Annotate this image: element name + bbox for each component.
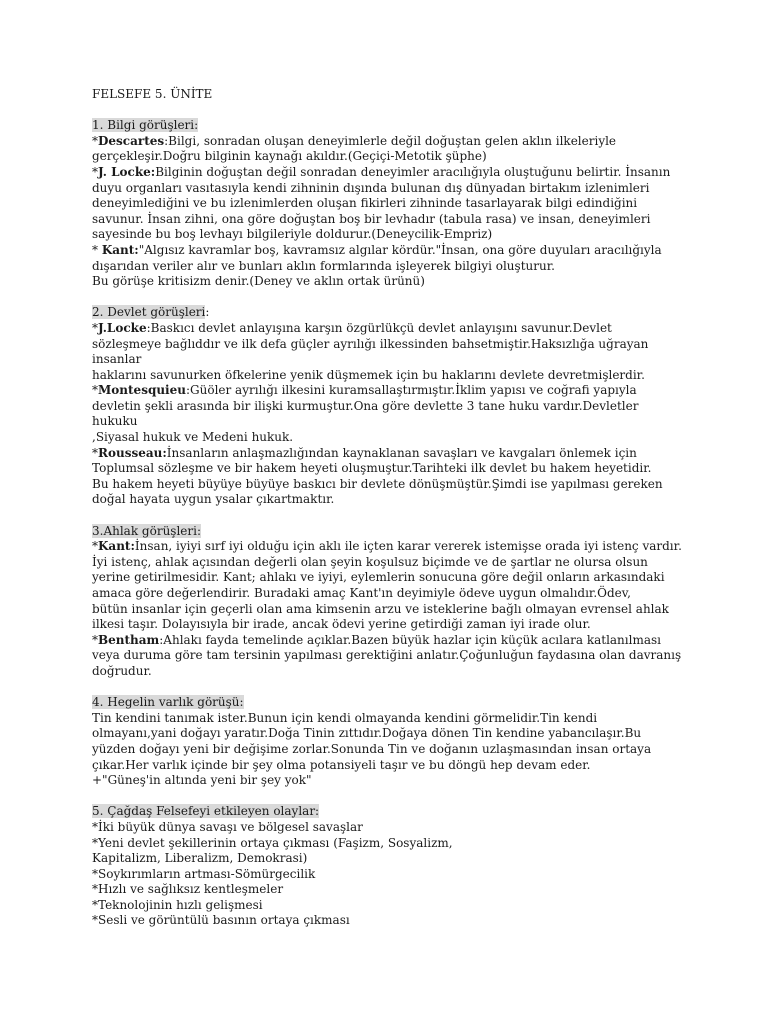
paragraph-line: haklarını savunurken öfkelerine yenik düşmemek için bu haklarını devlete devretmişlerdir. [92, 367, 645, 382]
list-item: Kapitalizm, Liberalizm, Demokrasi) [92, 851, 308, 866]
paragraph-line: *Rousseau:İnsanların anlaşmazlığından kaynaklanan savaşları ve kavgaları önlemek için [92, 445, 637, 460]
paragraph-line: olmayanı,yani doğayı yaratır.Doğa Tinin zıttıdır.Doğaya dönen Tin kendine yabancılaşır.Bu [92, 726, 642, 741]
paragraph-line: İyi istenç, ahlak açısından değerli olan şeyin koşulsuz biçimde ve de şartlar ne olursa olsun [92, 554, 648, 569]
philosopher-name: Bentham [98, 632, 160, 647]
paragraph-line: çıkar.Her varlık içinde bir şey olma potansiyeli taşır ve bu döngü hep devam eder. [92, 757, 591, 772]
paragraph-line: gerçekleşir.Doğru bilginin kaynağı akıldır.(Geçiçi-Metotik şüphe) [92, 149, 487, 164]
paragraph-line: yüzden doğayı yeni bir değişime zorlar.Sonunda Tin ve doğanın uzlaşmasından insan ortaya [92, 741, 652, 756]
philosopher-name: J.Locke [98, 320, 147, 335]
section-1-heading [92, 118, 728, 134]
paragraph-line: +"Güneş'in altında yeni bir şey yok" [92, 773, 312, 788]
section-heading-text: 4. Hegelin varlık görüşü: [92, 695, 244, 710]
paragraph-line: amaca göre değerlendirir. Buradaki amaç Kant'ın deyimiyle ödeve uygun olmalıdır.Ödev, [92, 586, 631, 600]
section-4-heading [92, 695, 728, 711]
paragraph-line: yerine getirilmesidir. Kant; ahlakı ve iyiyi, eylemlerin sonucuna göre değil onların arkasındaki [92, 570, 665, 585]
paragraph-line: * Kant:"Algısız kavramlar boş, kavramsız algılar kördür."İnsan, ona göre duyuları aracılığıyla [92, 242, 662, 257]
section-3-heading [92, 524, 728, 540]
list-item: *Teknolojinin hızlı gelişmesi [92, 897, 263, 912]
paragraph-line: *Montesquieu:Güöler ayrılığı ilkesini kuramsallaştırmıştır.İklim yapısı ve coğrafi yapıyla [92, 383, 637, 398]
paragraph-line: doğal hayata uygun ysalar çıkartmaktır. [92, 492, 335, 507]
paragraph-line: *Kant:İnsan, iyiyi sırf iyi olduğu için aklı ile içten karar vererek istemişse orada iyi istenç vardır. [92, 539, 682, 554]
section-heading-text: 3.Ahlak görüşleri: [92, 523, 202, 538]
paragraph-line: sözleşmeye bağlıddır ve ilk defa güçler ayrılığı ilkessinden bahsetmiştir.Haksızlığa uğrayan [92, 336, 649, 351]
paragraph-line: bütün insanlar için geçerli olan ama kimsenin arzu ve isteklerine bağlı olmayan evrensel ahlak [92, 601, 669, 616]
philosopher-name: J. Locke: [98, 164, 156, 179]
paragraph-line: veya duruma göre tam tersinin yapılması gerektiğini anlatır.Çoğunluğun faydasına olan davranış [92, 648, 682, 663]
philosopher-name: Kant: [98, 539, 135, 554]
philosopher-name: Rousseau: [98, 445, 167, 460]
section-heading-text: 1. Bilgi görüşleri: [92, 118, 199, 133]
paragraph-line: hukuku [92, 414, 138, 429]
section-5-heading [92, 804, 728, 820]
list-item: *İki büyük dünya savaşı ve bölgesel savaşlar [92, 819, 363, 834]
list-item: *Sesli ve görüntülü basının ortaya çıkması [92, 913, 350, 928]
paragraph-line: Bu hakem heyeti büyüye büyüye baskıcı bir devlete dönüşmüştür.Şimdi ise yapılması gereken [92, 476, 663, 491]
paragraph-line: insanlar [92, 352, 142, 367]
paragraph-line: savunur. İnsan zihni, ona göre doğuştan boş bir levhadır (tabula rasa) ve insan, deneyimleri [92, 211, 651, 226]
list-item: *Hızlı ve sağlıksız kentleşmeler [92, 882, 284, 897]
philosopher-name: Kant: [101, 242, 139, 257]
paragraph-line: ilkesi taşır. Dolayısıyla bir irade, ancak ödevi yerine getirdiği zaman iyi irade olur. [92, 617, 591, 632]
paragraph-line: Tin kendini tanımak ister.Bunun için kendi olmayanda kendini görmelidir.Tin kendi [92, 710, 598, 725]
paragraph-line: dışarıdan veriler alır ve bunları aklın formlarında işleyerek bilgiyi oluşturur. [92, 258, 555, 273]
paragraph-line: *J. Locke:Bilginin doğuştan değil sonradan deneyimler aracılığıyla oluştuğunu belirtir. İnsanın [92, 164, 671, 179]
list-item: *Yeni devlet şekillerinin ortaya çıkması (Faşizm, Sosyalizm, [92, 835, 453, 850]
paragraph-line: ,Siyasal hukuk ve Medeni hukuk. [92, 430, 294, 445]
list-item: *Soykırımların artması-Sömürgecilik [92, 866, 316, 881]
paragraph-line: Bu görüşe kritisizm denir.(Deney ve aklın ortak ürünü) [92, 274, 425, 289]
paragraph-line: *Bentham:Ahlakı fayda temelinde açıklar.Bazen büyük hazlar için küçük acılara katlanılması [92, 632, 661, 647]
section-heading-text: 2. Devlet görüşleri [92, 305, 206, 320]
paragraph-line: *Descartes:Bilgi, sonradan oluşan deneyimlerle değil doğuştan gelen aklın ilkeleriyle [92, 133, 617, 148]
paragraph-line: devletin şekli arasında bir ilişki kurmuştur.Ona göre devlette 3 tane huku vardır.Devletler [92, 398, 639, 413]
paragraph-line: doğrudur. [92, 663, 152, 678]
paragraph-line: deneyimlediğini ve bu izlenimlerden oluşan fikirleri zihninde tasarlayarak bilgi edindiğini [92, 196, 638, 211]
paragraph-line: Toplumsal sözleşme ve bir hakem heyeti oluşmuştur.Tarihteki ilk devlet bu hakem heyetidir. [92, 461, 652, 476]
philosopher-name: Montesquieu [98, 383, 186, 398]
philosopher-name: Descartes [98, 133, 165, 148]
paragraph-line: *J.Locke:Baskıcı devlet anlayışına karşın özgürlükçü devlet anlayışını savunur.Devlet [92, 320, 612, 335]
document-title: FELSEFE 5. ÜNİTE [92, 87, 213, 101]
paragraph-line: sayesinde bu boş levhayı bilgileriyle doldurur.(Deneycilik-Empriz) [92, 227, 493, 242]
section-2-heading: 2. Devlet görüşleri: [92, 305, 210, 320]
paragraph-line: duyu organları vasıtasıyla kendi zihninin dışında bulunan dış dünyadan birtakım izlenimleri [92, 180, 650, 195]
section-heading-text: 5. Çağdaş Felsefeyi etkileyen olaylar: [92, 804, 320, 819]
